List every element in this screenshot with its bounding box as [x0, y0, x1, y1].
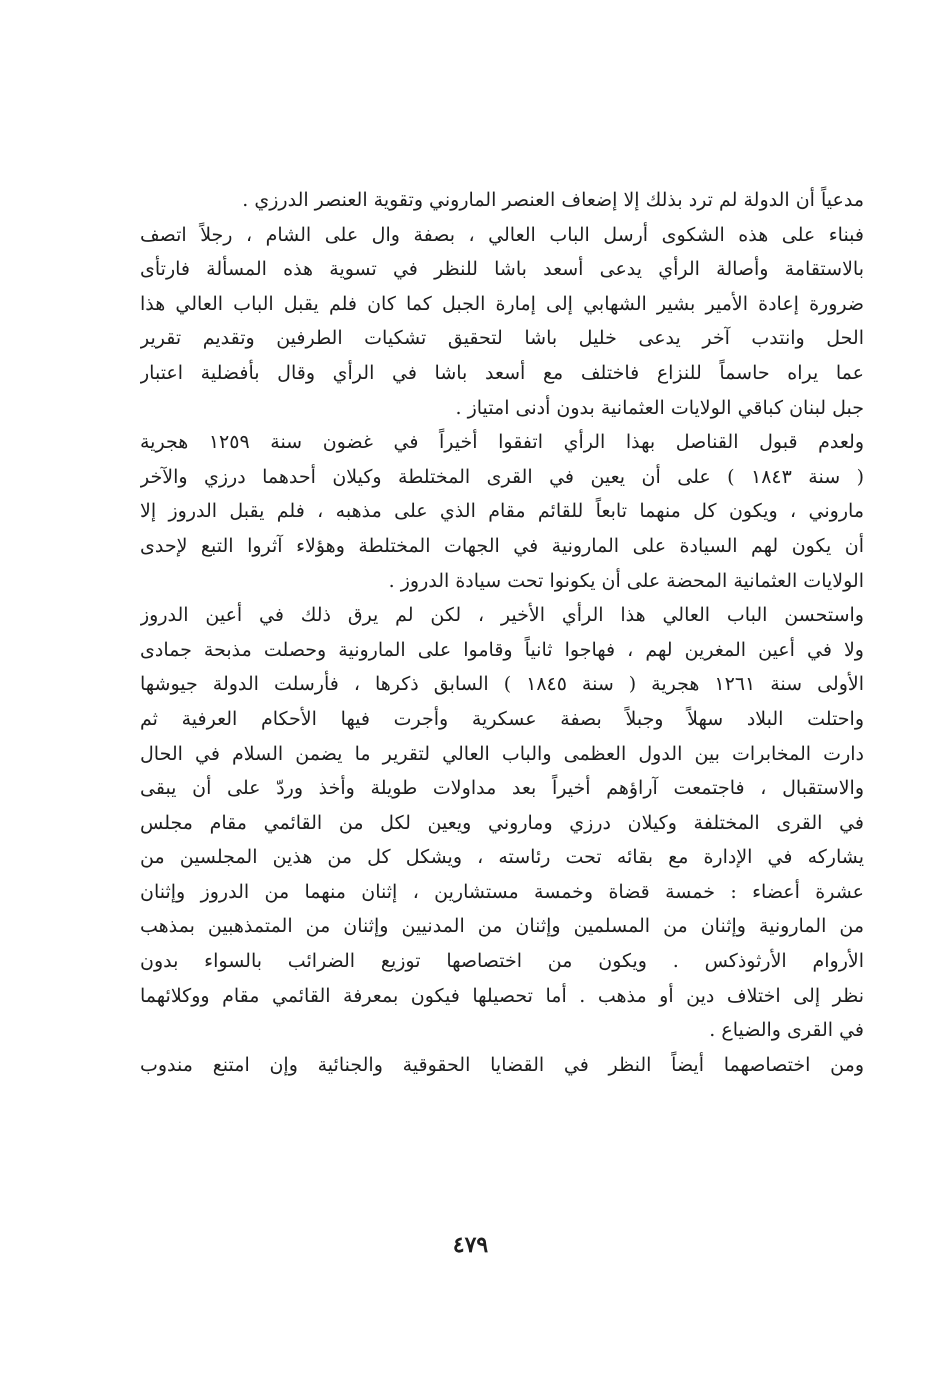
text-line: فبناء على هذه الشكوى أرسل الباب العالي ، بصفة وال على الشام ، رجلاً اتصف [140, 223, 864, 246]
text-line: الأروام الأرثوذكس . ويكون من اختصاصها توزيع الضرائب بالسواء بدون [140, 950, 864, 973]
text-line: في القرى المختلفة وكيلان درزي وماروني ويعين لكل من القائمي مقام مجلس [140, 811, 864, 834]
text-line: ولا في أعين المغرين لهم ، فهاجوا ثانياً وقاموا على المارونية وحصلت مذبحة جمادى [140, 638, 864, 661]
text-line: والاستقبال ، فاجتمعت آراؤهم أخيراً بعد مداولات طويلة وأخذ وردّ على أن يبقى [140, 777, 864, 800]
body-text [140, 183, 864, 1082]
text-line: ( سنة ١٨٤٣ ) على أن يعين في القرى المختلطة وكيلان أحدهما درزي والآخر [140, 465, 864, 488]
text-line: ولعدم قبول القناصل بهذا الرأي اتفقوا أخيراً في غضون سنة ١٢٥٩ هجرية [140, 431, 864, 454]
text-line: يشاركه في الإدارة مع بقائه تحت رئاسته ، ويشكل كل من هذين المجلسين من [140, 846, 864, 869]
text-line: مدعياً أن الدولة لم ترد بذلك إلا إضعاف العنصر الماروني وتقوية العنصر الدرزي . [242, 189, 864, 211]
text-line: عشرة أعضاء : خمسة قضاة وخمسة مستشارين ، إثنان منهما من الدروز وإثنان [140, 880, 864, 903]
text-line: في القرى والضياع . [709, 1019, 864, 1042]
text-line: واستحسن الباب العالي هذا الرأي الأخير ، لكن لم يرق ذلك في أعين الدروز [140, 604, 864, 627]
text-line: الحل وانتدب آخر يدعى خليل باشا لتحقيق تشكيات الطرفين وتقديم تقرير [140, 327, 864, 350]
text-line: نظر إلى اختلاف دين أو مذهب . أما تحصيلها فيكون بمعرفة القائمي مقام ووكلائهما [140, 984, 864, 1007]
text-line: ضرورة إعادة الأمير بشير الشهابي إلى إمارة الجبل كما كان فلم يقبل الباب العالي هذا [140, 292, 864, 315]
text-line: الأولى سنة ١٢٦١ هجرية ( سنة ١٨٤٥ ) السابق ذكرها ، فأرسلت الدولة جيوشها [140, 673, 864, 696]
page-number: ٤٧٩ [452, 1232, 489, 1258]
text-line: دارت المخابرات بين الدول العظمى والباب العالي لتقرير ما يضمن السلام في الحال [140, 742, 864, 765]
text-line: ومن اختصاصهما أيضاً النظر في القضايا الحقوقية والجنائية وإن امتنع مندوب [140, 1053, 864, 1076]
text-line: بالاستقامة وأصالة الرأي يدعى أسعد باشا للنظر في تسوية هذه المسألة فارتأى [140, 258, 864, 281]
text-line: عما يراه حاسماً للنزاع فاختلف مع أسعد باشا في الرأي وقال بأفضلية اعتبار [140, 361, 864, 384]
text-line: من المارونية وإثنان من المسلمين وإثنان من المدنيين وإثنان من المتمذهبين بمذهب [140, 915, 864, 938]
text-line: واحتلت البلاد سهلاً وجبلاً بصفة عسكرية وأجرت فيها الأحكام العرفية ثم [140, 707, 864, 730]
text-line: الولايات العثمانية المحضة على أن يكونوا تحت سيادة الدروز . [388, 569, 864, 592]
text-line: جبل لبنان كباقي الولايات العثمانية بدون أدنى امتياز . [455, 396, 864, 419]
text-line: أن يكون لهم السيادة على المارونية في الجهات المختلطة وهؤلاء آثروا التبع لإحدى [140, 534, 864, 557]
text-line: ماروني ، ويكون كل منهما تابعاً للقائم مقام الذي على مذهبه ، فلم يقبل الدروز إلا [140, 500, 864, 523]
